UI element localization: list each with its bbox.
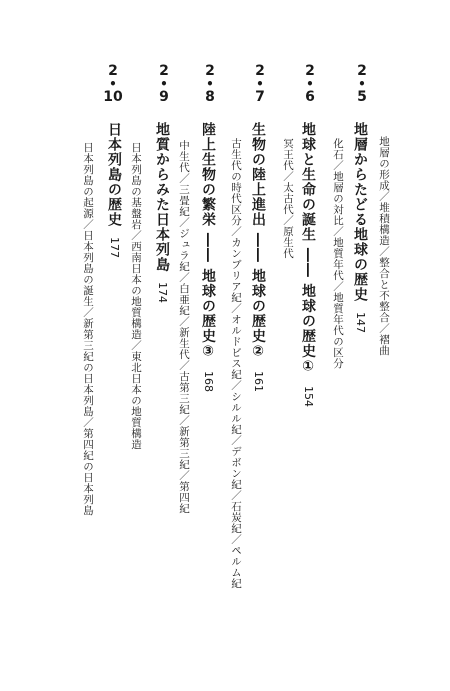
section-subtopics-line: 中生代／三畳紀／ジュラ紀／白亜紀／新生代／古第三紀／新第三紀／第四紀 [178, 140, 190, 514]
section-number-minor: 9 [159, 89, 169, 105]
section-number-major: 2 [108, 63, 118, 79]
section-number-major: 2 [305, 63, 315, 79]
section-title[interactable] [106, 122, 122, 258]
section-subtopics-line: 日本列島の基盤岩／西南日本の地質構造／東北日本の地質構造 [130, 142, 142, 450]
section-title-text: 陸上生物の繁栄 ―― 地球の歴史③ [200, 122, 216, 361]
section-number-dot: • [206, 77, 214, 91]
section-subtopics-line: 地層の形成／堆積構造／整合と不整合／褶曲 [378, 136, 390, 356]
section-subtopics-line: 冥王代／太古代／原生代 [282, 138, 294, 259]
section-title-text: 地球と生命の誕生 ―― 地球の歴史① [300, 122, 316, 376]
section-number-major: 2 [205, 63, 215, 79]
section-number-dot: • [256, 77, 264, 91]
section-number-dot: • [358, 77, 366, 91]
section-title-text: 地質からみた日本列島 [154, 122, 170, 272]
section-title-text: 日本列島の歴史 [106, 122, 122, 227]
section-number-dot: • [160, 77, 168, 91]
section-page-number: 174 [156, 282, 169, 303]
section-number-minor: 6 [305, 89, 315, 105]
section-number-minor: 7 [255, 89, 265, 105]
section-page-number: 147 [354, 312, 367, 333]
section-title-text: 生物の陸上進出 ―― 地球の歴史② [250, 122, 266, 361]
section-page-number: 154 [302, 385, 315, 407]
section-page-number: 177 [108, 237, 121, 258]
section-subtopics-line: 古生代の時代区分／カンブリア紀／オルドビス紀／シルル紀／デボン紀／石炭紀／ペルム紀 [230, 138, 242, 589]
section-number-minor: 8 [205, 89, 215, 105]
section-subtopics-line: 化石／地層の対比／地質年代／地質年代の区分 [332, 138, 344, 369]
section-title-text: 地層からたどる地球の歴史 [352, 122, 368, 302]
section-page-number: 168 [202, 370, 215, 392]
section-number-dot: • [109, 77, 117, 91]
toc-section-2-10 [72, 64, 162, 674]
section-number-major: 2 [255, 63, 265, 79]
section-number-minor: 5 [357, 89, 367, 105]
section-page-number: 161 [252, 370, 265, 392]
section-number-major: 2 [159, 63, 169, 79]
section-number-major: 2 [357, 63, 367, 79]
section-number-minor: 10 [103, 89, 123, 105]
section-subtopics-line: 日本列島の起源／日本列島の誕生／新第三紀の日本列島／第四紀の日本列島 [82, 142, 94, 516]
section-number [102, 64, 124, 104]
section-number-dot: • [306, 77, 314, 91]
